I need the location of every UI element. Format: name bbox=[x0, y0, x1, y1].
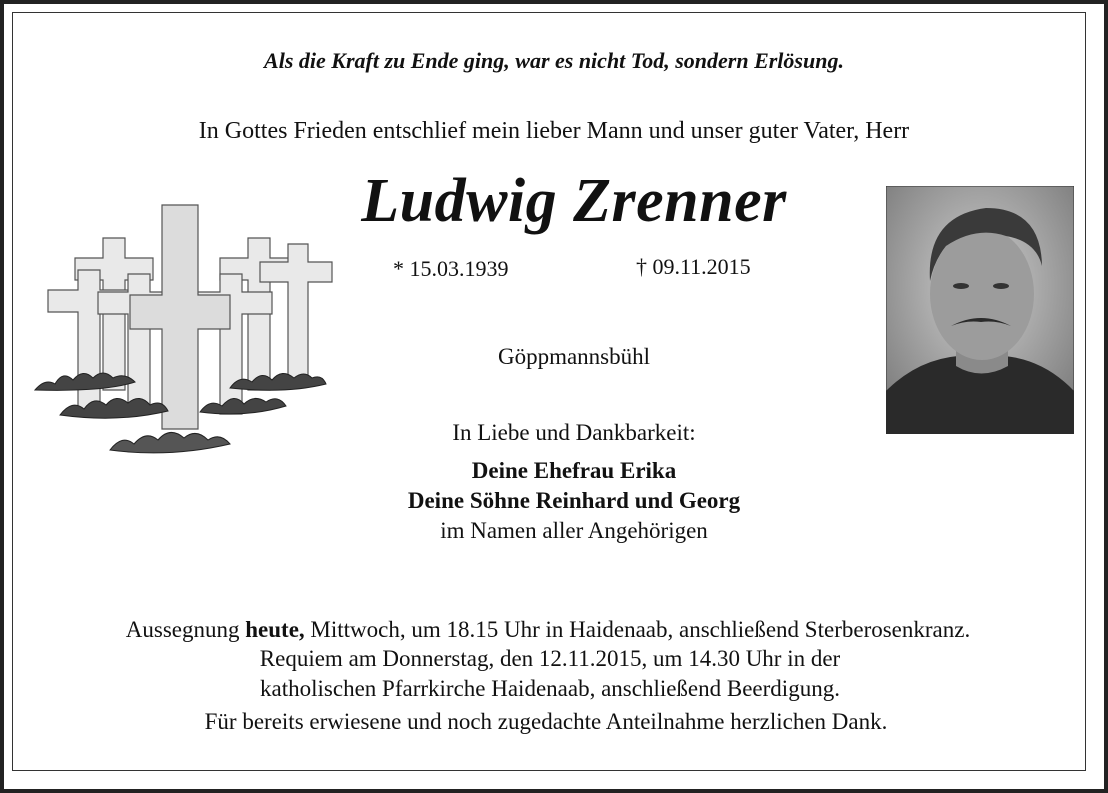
info-line1-today: heute, bbox=[245, 617, 305, 642]
intro-text: In Gottes Frieden entschlief mein lieber Mann und unser guter Vater, Herr bbox=[198, 118, 910, 144]
info-line-requiem: Requiem am Donnerstag, den 12.11.2015, um 14.30 Uhr in der bbox=[259, 646, 841, 671]
family-line-relatives: im Namen aller Angehörigen bbox=[440, 518, 708, 543]
info-line-thanks: Für bereits erwiesene und noch zugedachte Anteilnahme herzlichen Dank. bbox=[204, 709, 888, 734]
family-line-sons: Deine Söhne Reinhard und Georg bbox=[407, 488, 741, 513]
quote-text: Als die Kraft zu Ende ging, war es nicht Tod, sondern Erlösung. bbox=[264, 48, 844, 73]
birth-date: * 15.03.1939 bbox=[393, 256, 509, 281]
death-date: † 09.11.2015 bbox=[636, 254, 751, 279]
portrait-photo bbox=[886, 186, 1074, 434]
info-line1-end: Mittwoch, um 18.15 Uhr in Haidenaab, anschließend Sterberosenkranz. bbox=[304, 617, 971, 642]
info-line1-start: Aussegnung bbox=[125, 617, 246, 642]
info-line-funeral-blessing bbox=[0, 617, 1096, 643]
place-name: Göppmannsbühl bbox=[497, 344, 651, 369]
family-line-wife: Deine Ehefrau Erika bbox=[471, 458, 677, 483]
crosses-on-graves-icon bbox=[30, 200, 350, 470]
info-line-church: katholischen Pfarrkirche Haidenaab, anschließend Beerdigung. bbox=[260, 676, 840, 701]
deceased-name: Ludwig Zrenner bbox=[361, 167, 787, 235]
thanks-heading: In Liebe und Dankbarkeit: bbox=[452, 420, 696, 445]
